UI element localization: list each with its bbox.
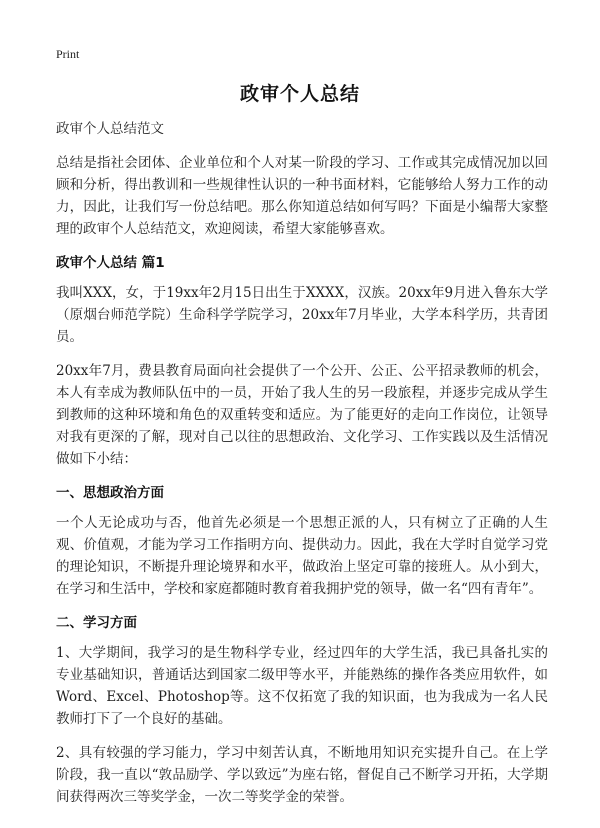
paragraph-personal-info: 我叫XXX，女，于19xx年2月15日出生于XXXX，汉族。20xx年9月进入鲁东大学（原烟台师范学院）生命科学学院学习，20xx年7月毕业，大学本科学历，共青团员。	[56, 285, 548, 345]
paragraph-background: 20xx年7月，费县教育局面向社会提供了一个公开、公正、公平招录教师的机会，本人有幸成为教师队伍中的一员，开始了我人生的另一段旅程，并逐步完成从学生到教师的这种环境和角色的双重转变和适应。为了能更好的走向工作岗位，让领导对我有更深的了解，现对自己以往的思想政治、文化学习、工作实践以及生活情况做如下小结：	[56, 363, 548, 467]
print-link[interactable]: Print	[56, 47, 80, 61]
paragraph-study-2: 2、具有较强的学习能力，学习中刻苦认真，不断地用知识充实提升自己。在上学阶段，我一直以“敦品励学、学以致远”为座右铭，督促自己不断学习开拓，大学期间获得两次三等奖学金，一次二等奖学金的荣誉。	[56, 745, 548, 805]
paragraph-study-1: 1、大学期间，我学习的是生物科学专业，经过四年的大学生活，我已具备扎实的专业基础知识，普通话达到国家二级甲等水平，并能熟练的操作各类应用软件，如Word、Excel、Photoshop等。这不仅拓宽了我的知识面，也为我成为一名人民教师打下了一个良好的基础。	[56, 645, 548, 727]
heading-study: 二、学习方面	[56, 615, 137, 631]
heading-political: 一、思想政治方面	[56, 485, 164, 501]
document-title: 政审个人总结	[239, 83, 360, 105]
section-heading-1: 政审个人总结 篇1	[56, 255, 165, 271]
intro-paragraph: 总结是指社会团体、企业单位和个人对某一阶段的学习、工作或其完成情况加以回顾和分析，得出教训和一些规律性认识的一种书面材料，它能够给人努力工作的动力，因此，让我们写一份总结吧。那么你知道总结如何写吗？下面是小编帮大家整理的政审个人总结范文，欢迎阅读，希望大家能够喜欢。	[56, 155, 548, 237]
document-subtitle: 政审个人总结范文	[56, 121, 164, 137]
paragraph-political: 一个人无论成功与否，他首先必须是一个思想正派的人，只有树立了正确的人生观、价值观，才能为学习工作指明方向、提供动力。因此，我在大学时自觉学习党的理论知识，不断提升理论境界和水平，做政治上坚定可靠的接班人。从小到大，在学习和生活中，学校和家庭都随时教育着我拥护党的领导，做一名“四有青年”。	[56, 515, 548, 597]
document-body	[56, 118, 548, 808]
